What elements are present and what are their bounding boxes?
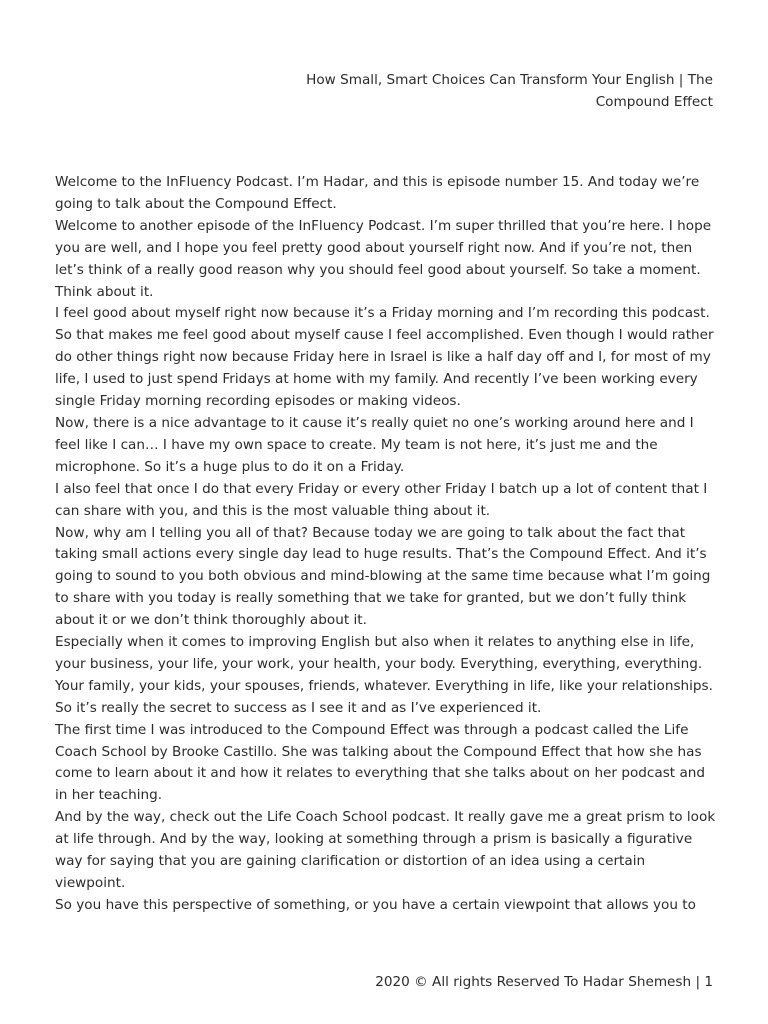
paragraph: And by the way, check out the Life Coach School podcast. It really gave me a great prism to look at life through. And by the way, looking at something through a prism is basically a figurative way for saying that you are gaining clarification or distortion of an idea using a certain viewpoint.: [55, 809, 716, 891]
paragraph: Now, there is a nice advantage to it cause it’s really quiet no one’s working around here and I feel like I can… I have my own space to create. My team is not here, it’s just me and the microphone. So it’s a huge plus to do it on a Friday.: [55, 414, 694, 475]
paragraph: Especially when it comes to improving English but also when it relates to anything else in life, your business, your life, your work, your health, your body. Everything, everything, everything. Your family, your kids, your spouses, friends, whatever. Everything in life, like your relationships. So it’s really the secret to success as I see it and as I’ve experienced it.: [55, 634, 713, 716]
paragraph: So you have this perspective of something, or you have a certain viewpoint that allows you to: [55, 896, 696, 913]
transcript-body: [55, 172, 719, 917]
page-footer: 2020 © All rights Reserved To Hadar Shemesh | 1: [375, 974, 713, 990]
page-title: How Small, Smart Choices Can Transform Your English | The Compound Effect: [306, 72, 713, 110]
paragraph: Now, why am I telling you all of that? Because today we are going to talk about the fact that taking small actions every single day lead to huge results. That’s the Compound Effect. And it’s going to sound to you both obvious and mind-blowing at the same time because what I’m going to share with you today is really something that we take for granted, but we don’t fully think about it or we don’t think thoroughly about it.: [55, 524, 711, 629]
paragraph: The first time I was introduced to the Compound Effect was through a podcast called the Life Coach School by Brooke Castillo. She was talking about the Compound Effect that how she has come to learn about it and how it relates to everything that she talks about on her podcast and in her teaching.: [55, 721, 706, 804]
paragraph: I feel good about myself right now because it’s a Friday morning and I’m recording this podcast. So that makes me feel good about myself cause I feel accomplished. Even though I would rather do other things right now because Friday here in Israel is like a half day off and I, for most of my life, I used to just spend Fridays at home with my family. And recently I’ve been working every single Friday morning recording episodes or making videos.: [55, 305, 714, 410]
paragraph: Welcome to another episode of the InFluency Podcast. I’m super thrilled that you’re here. I hope you are well, and I hope you feel pretty good about yourself right now. And if you’re not, then let’s think of a really good reason why you should feel good about yourself. So take a moment. Think about it.: [55, 217, 712, 300]
paragraph: Welcome to the InFluency Podcast. I’m Hadar, and this is episode number 15. And today we’re going to talk about the Compound Effect.: [55, 174, 700, 212]
paragraph: I also feel that once I do that every Friday or every other Friday I batch up a lot of content that I can share with you, and this is the most valuable thing about it.: [55, 480, 708, 519]
